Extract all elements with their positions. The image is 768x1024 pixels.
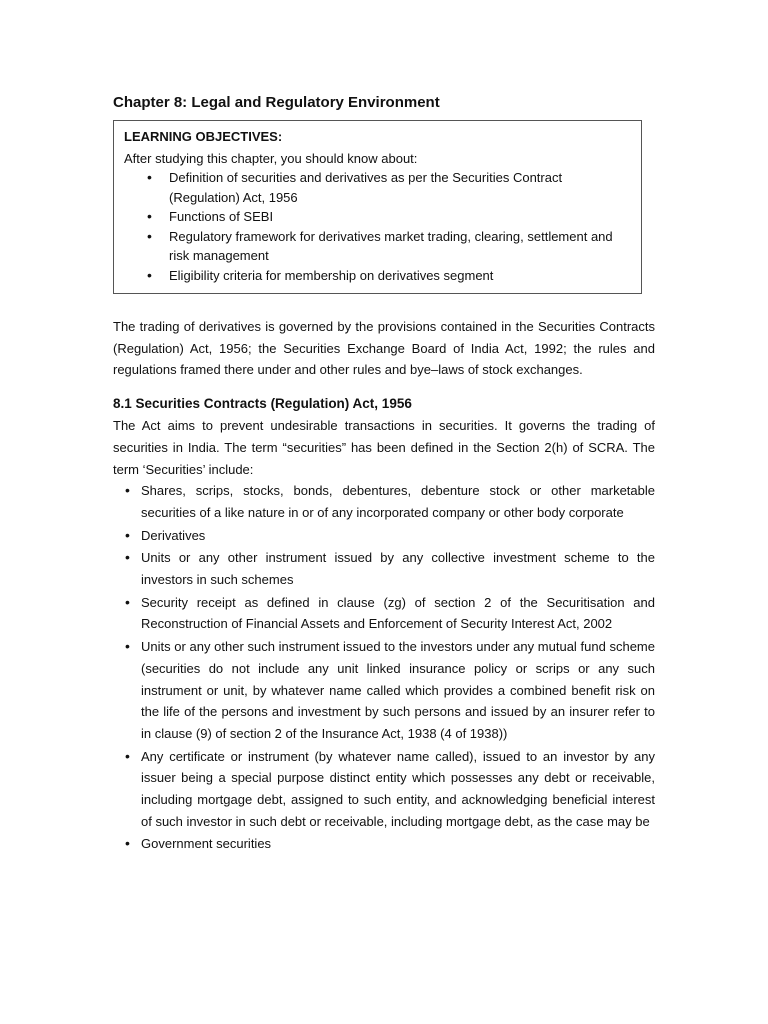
objectives-list [124,168,641,285]
objectives-heading: LEARNING OBJECTIVES: [124,129,283,144]
objective-item: • Functions of SEBI [169,207,641,227]
objective-item: • Regulatory framework for derivatives market trading, clearing, settlement and risk management [169,227,641,266]
list-item: • Security receipt as defined in clause (zg) of section 2 of the Securitisation and Reconstruction of Financial Assets and Enforcement of Security Interest Act, 2002 [141,592,655,635]
list-item: • Shares, scrips, stocks, bonds, debentures, debenture stock or other marketable securities of a like nature in or of any incorporated company or other body corporate [141,480,655,523]
intro-paragraph: The trading of derivatives is governed by the provisions contained in the Securities Contracts (Regulation) Act, 1956; the Securities Exchange Board of India Act, 1992; the rules and regulations framed there under and other rules and bye–laws of stock exchanges. [113,319,655,378]
section-title: 8.1 Securities Contracts (Regulation) Act, 1956 [113,396,412,412]
objective-item: • Eligibility criteria for membership on derivatives segment [169,266,641,286]
chapter-title: Chapter 8: Legal and Regulatory Environment [113,94,440,111]
list-item: • Government securities [141,833,655,855]
objective-item: • Definition of securities and derivatives as per the Securities Contract (Regulation) Act, 1956 [169,168,641,207]
securities-list [113,480,655,855]
list-item: • Derivatives [141,525,655,547]
list-item: • Units or any other such instrument issued to the investors under any mutual fund scheme (securities do not include any unit linked insurance policy or scrips or any such instrument or unit, by whatever name called which provides a combined benefit risk on the life of the persons and investment by such persons and issued by an insurer refer to in clause (9) of section 2 of the Insurance Act, 1938 (4 of 1938)) [141,636,655,745]
document-page [113,92,655,856]
list-item: • Units or any other instrument issued by any collective investment scheme to the investors in such schemes [141,547,655,590]
section-paragraph: The Act aims to prevent undesirable transactions in securities. It governs the trading of securities in India. The term “securities” has been defined in the Section 2(h) of SCRA. The term ‘Securities’ include: [113,418,655,477]
objectives-intro: After studying this chapter, you should know about: [124,150,418,166]
learning-objectives-box [113,120,642,294]
list-item: • Any certificate or instrument (by whatever name called), issued to an investor by any issuer being a special purpose distinct entity which possesses any debt or receivable, including mortgage debt, assigned to such entity, and acknowledging beneficial interest of such investor in such debt or receivable, including mortgage debt, as the case may be [141,746,655,833]
